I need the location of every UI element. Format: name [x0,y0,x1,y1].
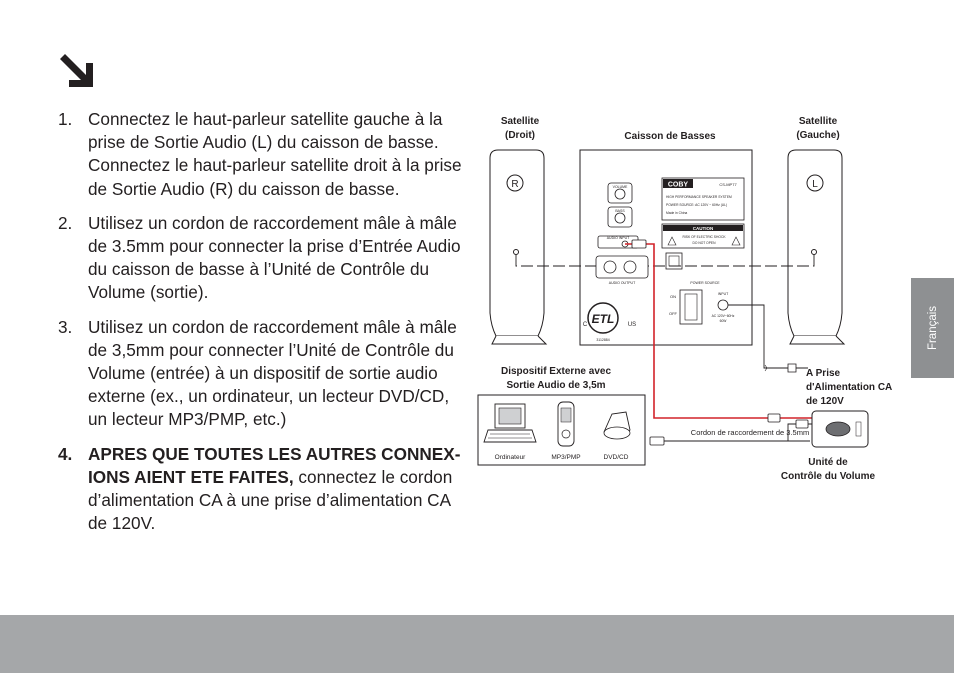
caution-line-1: RISK OF ELECTRIC SHOCK [682,235,726,239]
volume-control-unit [812,411,868,447]
mp3-label: MP3/PMP [551,454,581,461]
satellite-speaker-right [490,150,546,344]
connection-diagram [470,108,910,508]
power-outlet-label-2: d'Alimentation CA [806,382,893,393]
arrow-down-right-icon [58,52,96,90]
spec-line-2: POWER SOURCE: AC 120V ~ 60Hz (UL) [666,203,728,207]
etl-us-label: US [627,322,637,328]
satellite-right-label: Satellite [500,116,540,127]
step-lead: APRES QUE TOUTES LES AUTRES CONNEX- IONS AIENT ETE FAITES, [88,443,461,487]
step-number: 2. [58,212,73,233]
audio-input-label: AUDIO INPUT [606,236,630,240]
instruction-list [58,108,463,546]
power-outlet-label-3: de 120V [806,396,844,407]
external-device-label-1: Dispositif Externe avec [500,366,612,377]
brand-logo: COBY [667,181,689,189]
computer-label: Ordinateur [494,454,526,461]
subwoofer-label: Caisson de Basses [624,131,716,142]
bass-knob-label: BASS [615,209,625,213]
step-number: 4. [58,443,73,464]
volume-unit-label-2: Contrôle du Volume [780,471,876,482]
satellite-left-sublabel: (Gauche) [796,130,840,141]
power-source-label: POWER SOURCE [690,281,720,285]
audio-output-label: AUDIO OUTPUT [608,281,636,285]
subwoofer-panel [580,150,752,345]
spec-line-1: HIGH PERFORMANCE SPEAKER SYSTEM [666,195,732,199]
volume-knob-label: VOLUME [612,185,628,189]
external-device-label-2: Sortie Audio de 3,5m [506,380,606,391]
satellite-right-sublabel: (Droit) [505,130,535,141]
instruction-step-3 [58,316,463,432]
instruction-step-2 [58,212,463,305]
step-number: 3. [58,316,73,337]
power-outlet-label-1: A Prise [806,368,841,379]
model-number: CS-MP77 [719,182,737,187]
step-number: 1. [58,109,73,129]
step-text: Utilisez un cordon de raccordement mâle à mâle de 3.5mm pour connecter la prise d’Entrée Audio du caisson de basse à l’Unité de Contrôle du Volume (sortie). [88,212,461,303]
mp3-player-icon [558,402,574,446]
satellite-speaker-left [788,150,844,344]
dvd-label: DVD/CD [603,454,629,461]
step-text: connectez le cordon d’alimentation CA à une prise d’alimentation CA de 120V. [88,466,453,534]
instruction-step-4 [58,443,463,536]
caution-label: CAUTION [692,226,714,231]
instruction-step-1 [58,108,463,201]
satellite-left-label: Satellite [798,116,838,127]
page-footer-bar [0,615,954,673]
etl-c-label: C [582,322,588,328]
volume-unit-label-1: Unité de [808,457,848,468]
etl-mark: ETL [591,312,615,326]
ac-line-1: AC 120V~60Hz [711,314,735,318]
spec-line-3: Made in China [666,211,688,215]
etl-number: 3112884 [596,338,610,342]
power-input-label: INPUT [717,292,729,296]
cable-label: Cordon de raccordement de 3.5mm [690,428,810,437]
step-text: Connectez le haut-parleur satellite gauche à la prise de Sortie Audio (L) du caisson de basse. Connectez le haut-parleur satellite droit à la prise de Sortie Audio (R) du caisson de basse. [88,109,462,199]
jack-right-label: R [511,179,519,190]
language-tab [911,278,954,378]
language-tab-label: Français [926,305,939,351]
ac-line-2: 60W [719,319,727,323]
jack-left-label: L [812,179,818,190]
caution-line-2: DO NOT OPEN [692,241,716,245]
switch-off-label: OFF [669,311,677,316]
switch-on-label: ON [670,294,676,299]
step-text: Utilisez un cordon de raccordement mâle à mâle de 3,5mm pour connecter l’Unité de Contrôle du Volume (entrée) à un dispositif de sortie audio externe (ex., un ordinateur, un lecteur DVD/CD, un lecteur MP3/PMP, etc.) [88,316,457,430]
